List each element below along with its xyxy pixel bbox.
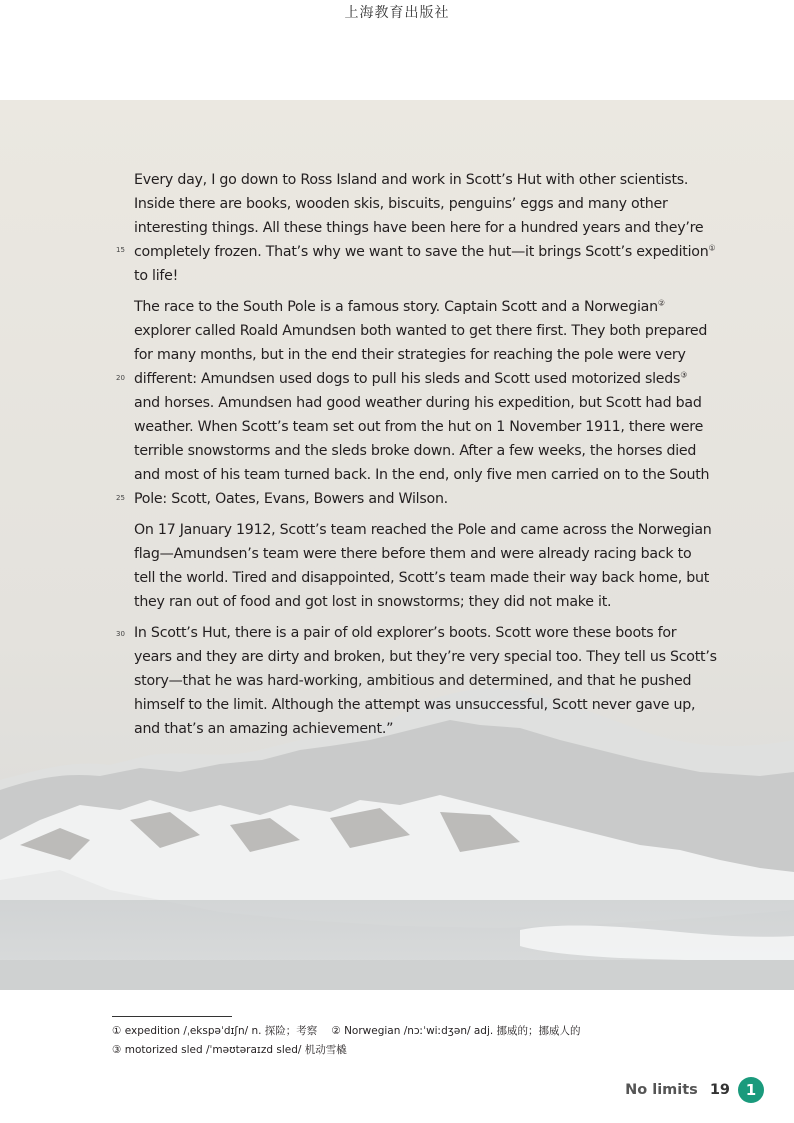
footnote-mark-2: ② <box>657 298 665 308</box>
text-line: terrible snowstorms and the sleds broke down. After a few weeks, the horses died <box>134 443 697 459</box>
publisher-header: 上海教育出版社 <box>344 5 450 21</box>
footnote-norwegian: ② Norwegian /nɔːˈwiːdʒən/ adj. 挪威的；挪威人的 <box>331 1025 581 1037</box>
text-line: himself to the limit. Although the attempt was unsuccessful, Scott never gave up, <box>134 697 696 713</box>
line-number: 15 <box>116 246 125 254</box>
footnotes <box>112 1022 712 1060</box>
text-line-content: completely frozen. That’s why we want to save the hut—it brings Scott’s expedition <box>134 244 709 260</box>
page-number: 19 <box>709 1082 730 1098</box>
line-number: 30 <box>116 630 125 638</box>
text-line: Every day, I go down to Ross Island and work in Scott’s Hut with other scientists. <box>134 172 689 188</box>
text-line: and that’s an amazing achievement.” <box>134 721 394 737</box>
text-line: interesting things. All these things have been here for a hundred years and they’re <box>134 220 704 236</box>
footnote-expedition: ① expedition /ˌekspəˈdɪʃn/ n. 探险；考察 <box>112 1025 318 1037</box>
text-line: years and they are dirty and broken, but they’re very special too. They tell us Scott’s <box>134 649 717 665</box>
paragraph-2 <box>134 295 710 511</box>
unit-title: No limits <box>625 1082 698 1098</box>
main-article-text <box>134 168 717 748</box>
line-number: 25 <box>116 494 125 502</box>
text-line: flag—Amundsen’s team were there before them and were already racing back to <box>134 546 692 562</box>
line-number: 20 <box>116 374 125 382</box>
text-line: to life! <box>134 268 179 284</box>
text-line: and horses. Amundsen had good weather during his expedition, but Scott had bad <box>134 395 702 411</box>
text-line: story—that he was hard-working, ambitious and determined, and that he pushed <box>134 673 692 689</box>
footnote-mark-1: ① <box>708 243 716 253</box>
text-line: and most of his team turned back. In the end, only five men carried on to the South <box>134 467 710 483</box>
paragraph-4 <box>134 621 717 741</box>
text-line: they ran out of food and got lost in snowstorms; they did not make it. <box>134 594 612 610</box>
paragraph-1 <box>134 168 716 288</box>
paragraph-3 <box>134 518 712 614</box>
text-line-content: different: Amundsen used dogs to pull his sleds and Scott used motorized sleds <box>134 371 681 387</box>
text-line: tell the world. Tired and disappointed, Scott’s team made their way back home, but <box>134 570 710 586</box>
text-line <box>134 367 704 391</box>
text-line: for many months, but in the end their strategies for reaching the pole were very <box>134 347 686 363</box>
footnote-mark-3: ③ <box>680 370 688 380</box>
page-footer <box>625 1076 764 1104</box>
text-line <box>134 240 716 264</box>
footnote-divider <box>112 1016 232 1017</box>
footnote-row <box>112 1022 712 1041</box>
text-line-content: The race to the South Pole is a famous story. Captain Scott and a Norwegian <box>134 299 658 315</box>
footnote-row <box>112 1041 712 1060</box>
text-line: In Scott’s Hut, there is a pair of old explorer’s boots. Scott wore these boots for <box>134 625 677 641</box>
text-line: weather. When Scott’s team set out from the hut on 1 November 1911, there were <box>134 419 704 435</box>
footnote-motorized-sled: ③ motorized sled /ˈməʊtəraɪzd sled/ 机动雪橇 <box>112 1044 347 1056</box>
unit-number-badge: 1 <box>738 1077 764 1103</box>
text-line: explorer called Roald Amundsen both wanted to get there first. They both prepared <box>134 323 708 339</box>
text-line <box>134 295 704 319</box>
text-line: On 17 January 1912, Scott’s team reached the Pole and came across the Norwegian <box>134 522 712 538</box>
text-line: Pole: Scott, Oates, Evans, Bowers and Wilson. <box>134 491 448 507</box>
text-line: Inside there are books, wooden skis, biscuits, penguins’ eggs and many other <box>134 196 668 212</box>
